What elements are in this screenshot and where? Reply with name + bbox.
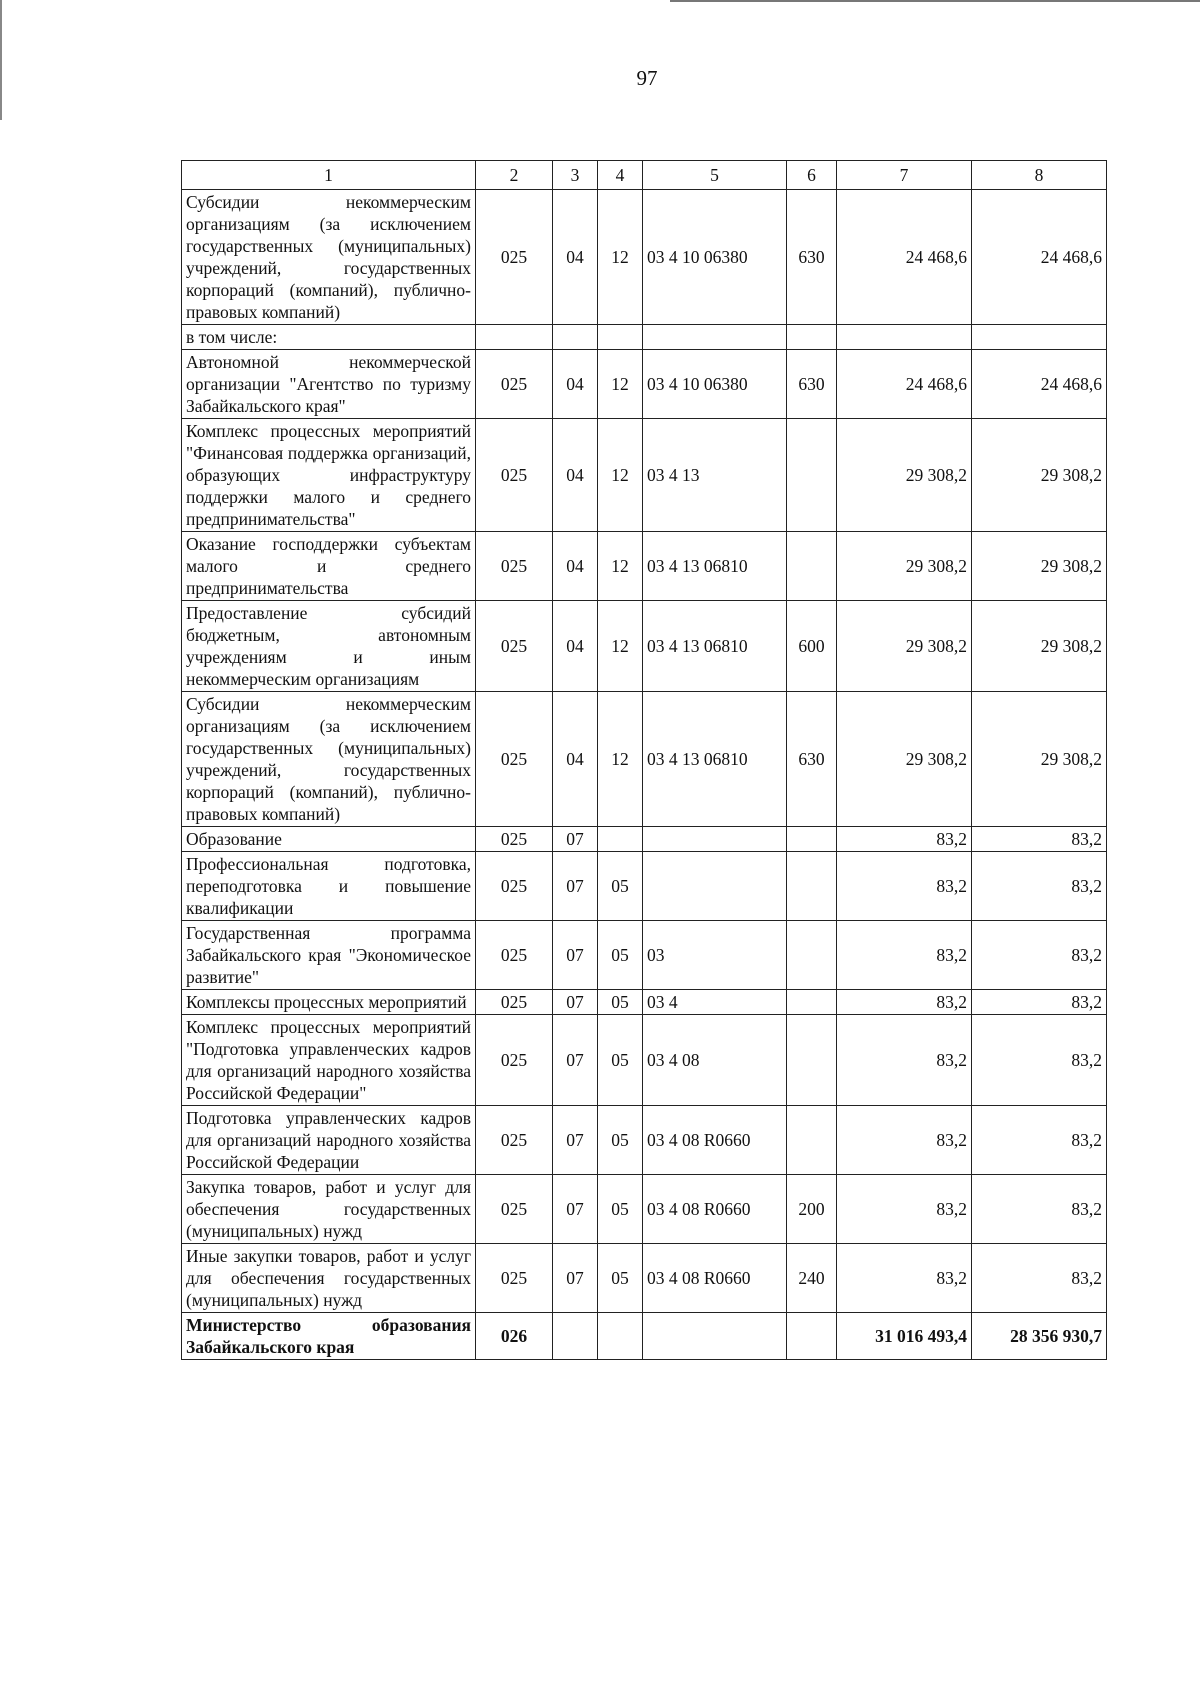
target-article-cell: 03 4 13 06810: [643, 601, 787, 692]
table-row: [182, 601, 1107, 692]
subsection-cell: 05: [598, 1244, 643, 1313]
table-row: [182, 325, 1107, 350]
expense-type-cell: [787, 990, 837, 1015]
section-cell: 04: [553, 419, 598, 532]
table-row: [182, 990, 1107, 1015]
section-cell: 07: [553, 852, 598, 921]
ministry-code-cell: 025: [476, 419, 553, 532]
expense-type-cell: [787, 419, 837, 532]
section-cell: [553, 1313, 598, 1360]
table-row: [182, 1106, 1107, 1175]
section-cell: 07: [553, 1106, 598, 1175]
amount-col8-cell: 83,2: [972, 1015, 1107, 1106]
target-article-cell: 03 4 10 06380: [643, 190, 787, 325]
amount-col8-cell: [972, 325, 1107, 350]
section-cell: 07: [553, 1015, 598, 1106]
amount-col7-cell: 83,2: [837, 1015, 972, 1106]
row-name-cell: Закупка товаров, работ и услуг для обеспечения государственных (муниципальных) нужд: [182, 1175, 476, 1244]
expense-type-cell: [787, 827, 837, 852]
row-name-cell: Предоставление субсидий бюджетным, автономным учреждениям и иным некоммерческим организациям: [182, 601, 476, 692]
table-row: [182, 1244, 1107, 1313]
subsection-cell: 12: [598, 419, 643, 532]
subsection-cell: 05: [598, 1015, 643, 1106]
amount-col7-cell: 83,2: [837, 1175, 972, 1244]
budget-table: [181, 160, 1107, 1360]
header-row: [182, 161, 1107, 190]
section-cell: 04: [553, 532, 598, 601]
row-name-cell: Министерство образования Забайкальского края: [182, 1313, 476, 1360]
scan-edge-top: [670, 0, 1200, 2]
target-article-cell: 03 4 13: [643, 419, 787, 532]
ministry-code-cell: 025: [476, 1015, 553, 1106]
amount-col8-cell: 29 308,2: [972, 532, 1107, 601]
column-header: 2: [476, 161, 553, 190]
row-name-cell: Государственная программа Забайкальского края "Экономическое развитие": [182, 921, 476, 990]
ministry-code-cell: 025: [476, 827, 553, 852]
ministry-code-cell: 025: [476, 692, 553, 827]
expense-type-cell: [787, 1106, 837, 1175]
expense-type-cell: [787, 921, 837, 990]
subsection-cell: 05: [598, 852, 643, 921]
row-name-cell: Подготовка управленческих кадров для организаций народного хозяйства Российской Федерации: [182, 1106, 476, 1175]
section-cell: [553, 325, 598, 350]
amount-col7-cell: 24 468,6: [837, 190, 972, 325]
amount-col8-cell: 83,2: [972, 827, 1107, 852]
table-row: [182, 350, 1107, 419]
row-name-cell: в том числе:: [182, 325, 476, 350]
subsection-cell: [598, 1313, 643, 1360]
ministry-code-cell: 026: [476, 1313, 553, 1360]
row-name-cell: Субсидии некоммерческим организациям (за исключением государственных (муниципальных) учреждений, государственных корпораций (компаний), публично-правовых компаний): [182, 692, 476, 827]
expense-type-cell: [787, 532, 837, 601]
target-article-cell: [643, 325, 787, 350]
amount-col8-cell: 29 308,2: [972, 692, 1107, 827]
expense-type-cell: [787, 852, 837, 921]
table-row: [182, 827, 1107, 852]
subsection-cell: 05: [598, 990, 643, 1015]
section-cell: 07: [553, 990, 598, 1015]
amount-col8-cell: 83,2: [972, 852, 1107, 921]
subsection-cell: 05: [598, 1106, 643, 1175]
target-article-cell: 03 4 13 06810: [643, 692, 787, 827]
section-cell: 07: [553, 827, 598, 852]
ministry-code-cell: 025: [476, 190, 553, 325]
row-name-cell: Оказание господдержки субъектам малого и среднего предпринимательства: [182, 532, 476, 601]
amount-col8-cell: 29 308,2: [972, 419, 1107, 532]
target-article-cell: [643, 852, 787, 921]
amount-col8-cell: 83,2: [972, 921, 1107, 990]
amount-col7-cell: 29 308,2: [837, 601, 972, 692]
expense-type-cell: [787, 1313, 837, 1360]
section-cell: 07: [553, 1175, 598, 1244]
row-name-cell: Комплекс процессных мероприятий "Подготовка управленческих кадров для организаций народного хозяйства Российской Федерации": [182, 1015, 476, 1106]
section-cell: 07: [553, 1244, 598, 1313]
row-name-cell: Автономной некоммерческой организации "Агентство по туризму Забайкальского края": [182, 350, 476, 419]
expense-type-cell: 240: [787, 1244, 837, 1313]
amount-col7-cell: 29 308,2: [837, 692, 972, 827]
target-article-cell: 03 4 10 06380: [643, 350, 787, 419]
amount-col7-cell: 83,2: [837, 1106, 972, 1175]
subsection-cell: 12: [598, 190, 643, 325]
column-header: 3: [553, 161, 598, 190]
ministry-code-cell: 025: [476, 1106, 553, 1175]
amount-col7-cell: 24 468,6: [837, 350, 972, 419]
ministry-code-cell: 025: [476, 350, 553, 419]
target-article-cell: [643, 1313, 787, 1360]
amount-col7-cell: 29 308,2: [837, 532, 972, 601]
subsection-cell: 05: [598, 1175, 643, 1244]
amount-col7-cell: 83,2: [837, 852, 972, 921]
table-row: [182, 852, 1107, 921]
target-article-cell: 03 4 08 R0660: [643, 1175, 787, 1244]
subsection-cell: [598, 325, 643, 350]
subsection-cell: 12: [598, 601, 643, 692]
column-header: 8: [972, 161, 1107, 190]
ministry-code-cell: 025: [476, 990, 553, 1015]
subsection-cell: 05: [598, 921, 643, 990]
amount-col7-cell: 31 016 493,4: [837, 1313, 972, 1360]
ministry-code-cell: 025: [476, 532, 553, 601]
column-header: 4: [598, 161, 643, 190]
ministry-code-cell: 025: [476, 601, 553, 692]
column-header: 5: [643, 161, 787, 190]
amount-col8-cell: 28 356 930,7: [972, 1313, 1107, 1360]
page-number: 97: [636, 66, 658, 90]
amount-col8-cell: 83,2: [972, 990, 1107, 1015]
amount-col7-cell: [837, 325, 972, 350]
table-row: [182, 692, 1107, 827]
table-row: [182, 1313, 1107, 1360]
table-row: [182, 532, 1107, 601]
amount-col7-cell: 29 308,2: [837, 419, 972, 532]
ministry-code-cell: 025: [476, 921, 553, 990]
expense-type-cell: [787, 325, 837, 350]
section-cell: 04: [553, 190, 598, 325]
column-header: 7: [837, 161, 972, 190]
amount-col8-cell: 24 468,6: [972, 190, 1107, 325]
row-name-cell: Субсидии некоммерческим организациям (за исключением государственных (муниципальных) учреждений, государственных корпораций (компаний), публично-правовых компаний): [182, 190, 476, 325]
amount-col8-cell: 24 468,6: [972, 350, 1107, 419]
expense-type-cell: 630: [787, 350, 837, 419]
section-cell: 07: [553, 921, 598, 990]
ministry-code-cell: 025: [476, 852, 553, 921]
subsection-cell: 12: [598, 350, 643, 419]
section-cell: 04: [553, 601, 598, 692]
column-header: 6: [787, 161, 837, 190]
ministry-code-cell: 025: [476, 1244, 553, 1313]
amount-col8-cell: 83,2: [972, 1244, 1107, 1313]
subsection-cell: 12: [598, 532, 643, 601]
target-article-cell: 03: [643, 921, 787, 990]
row-name-cell: Комплекс процессных мероприятий "Финансовая поддержка организаций, образующих инфраструктуру поддержки малого и среднего предпринимательства": [182, 419, 476, 532]
amount-col8-cell: 83,2: [972, 1106, 1107, 1175]
amount-col8-cell: 29 308,2: [972, 601, 1107, 692]
table-row: [182, 1015, 1107, 1106]
scan-edge-left: [0, 0, 2, 120]
amount-col7-cell: 83,2: [837, 827, 972, 852]
target-article-cell: 03 4 13 06810: [643, 532, 787, 601]
amount-col7-cell: 83,2: [837, 921, 972, 990]
row-name-cell: Иные закупки товаров, работ и услуг для обеспечения государственных (муниципальных) нужд: [182, 1244, 476, 1313]
target-article-cell: 03 4 08 R0660: [643, 1244, 787, 1313]
row-name-cell: Образование: [182, 827, 476, 852]
target-article-cell: 03 4 08: [643, 1015, 787, 1106]
table-row: [182, 921, 1107, 990]
amount-col7-cell: 83,2: [837, 1244, 972, 1313]
table-row: [182, 190, 1107, 325]
section-cell: 04: [553, 692, 598, 827]
target-article-cell: 03 4: [643, 990, 787, 1015]
subsection-cell: 12: [598, 692, 643, 827]
column-header: 1: [182, 161, 476, 190]
expense-type-cell: [787, 1015, 837, 1106]
ministry-code-cell: 025: [476, 1175, 553, 1244]
amount-col7-cell: 83,2: [837, 990, 972, 1015]
expense-type-cell: 630: [787, 692, 837, 827]
section-cell: 04: [553, 350, 598, 419]
row-name-cell: Комплексы процессных мероприятий: [182, 990, 476, 1015]
table-row: [182, 1175, 1107, 1244]
subsection-cell: [598, 827, 643, 852]
table-row: [182, 419, 1107, 532]
expense-type-cell: 630: [787, 190, 837, 325]
amount-col8-cell: 83,2: [972, 1175, 1107, 1244]
target-article-cell: 03 4 08 R0660: [643, 1106, 787, 1175]
expense-type-cell: 200: [787, 1175, 837, 1244]
target-article-cell: [643, 827, 787, 852]
row-name-cell: Профессиональная подготовка, переподготовка и повышение квалификации: [182, 852, 476, 921]
expense-type-cell: 600: [787, 601, 837, 692]
ministry-code-cell: [476, 325, 553, 350]
